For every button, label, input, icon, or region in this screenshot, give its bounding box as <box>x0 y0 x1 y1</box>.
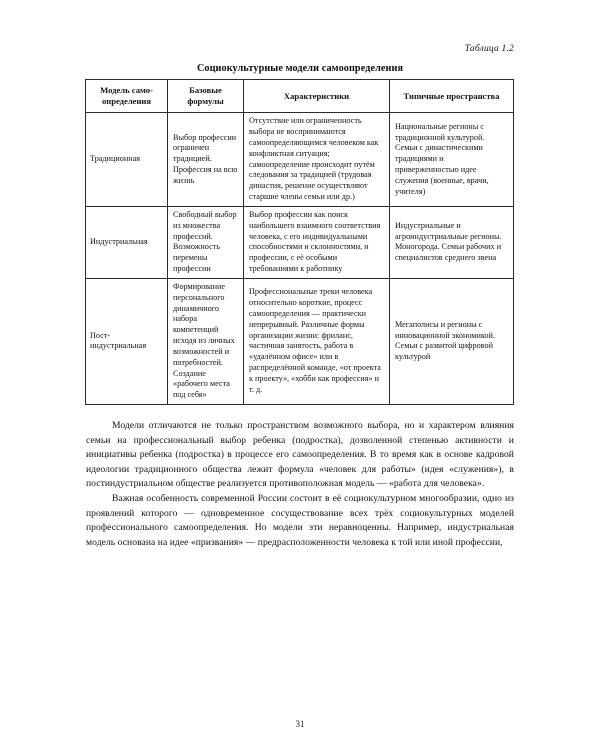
table-header-row <box>86 80 514 113</box>
cell-spaces-postindustrial: Мегаполисы и регионы с инновационной экономикой. Семьи с развитой цифровой культурой <box>390 278 514 404</box>
cell-spaces-traditional: Национальные регионы с традиционной культурой. Семьи с династическими традициями и приверженностью идее служения (военные, врачи, учителя) <box>390 113 514 207</box>
cell-spaces-industrial: Индустриальные и агроиндустриальные регионы. Моногорода. Семьи рабочих и специалистов среднего звена <box>390 206 514 278</box>
body-text-block <box>86 419 514 550</box>
table-row <box>86 278 514 404</box>
cell-model-industrial: Индустриальная <box>86 206 168 278</box>
cell-characteristics-postindustrial: Профессиональные треки человека относительно короткие, процесс самоопределения — практически непрерывный. Различные формы организации жизни: фриланс, частичная занятость, работа в «удалённом офисе» или в распределённой команде, «от проекта к проекту», «хобби как профессия» и т. д. <box>244 278 390 404</box>
paragraph-models-differ: Модели отличаются не только пространством возможного выбора, но и характером влияния семьи на профессиональный выбор ребенка (подростка), дозволенной степенью активности и инициативы ребенка (подростка) в процессе его самоопределения. В то время как в основе кадровой идеологии традиционного общества лежит формула «человек для работы» (идея «служения»), в постиндустриальном обществе реализуется противоположная модель — «работа для человека». <box>86 420 514 490</box>
table-title: Социокультурные модели самоопределения <box>196 63 404 74</box>
table-row <box>86 206 514 278</box>
column-header-characteristics: Характеристики <box>244 80 390 113</box>
cell-formula-industrial: Свободный выбор из множества профессий. Возможность перемены профессии <box>168 206 244 278</box>
table-number-label: Таблица 1.2 <box>464 44 514 54</box>
cell-formula-traditional: Выбор профессии ограничен традицией. Профессия на всю жизнь <box>168 113 244 207</box>
sociocultural-models-table <box>85 79 514 405</box>
cell-characteristics-industrial: Выбор профессии как поиск наибольшего взаимного соответствия человека, с его индивидуальными способностями и склонностями, и профессии, с её особыми требованиями к работнику <box>244 206 390 278</box>
cell-characteristics-traditional: Отсутствие или ограниченность выбора не воспринимаются самоопределяющимся человеком как конфликтная ситуация; самоопределение происходит путём следования за традицией (трудовая династия, решение осуществляют старшие члены семьи или др.) <box>244 113 390 207</box>
cell-formula-postindustrial: Формирование персонального динамичного набора компетенций исходя из личных возможностей и потребностей. Создание «рабочего места под себя» <box>168 278 244 404</box>
table-row <box>86 113 514 207</box>
page-number: 31 <box>295 719 305 729</box>
column-header-spaces: Типичные пространства <box>390 80 514 113</box>
cell-model-postindustrial: Пост-индустриальная <box>86 278 168 404</box>
cell-model-traditional: Традиционная <box>86 113 168 207</box>
paragraph-russia-diversity: Важная особенность современной России состоит в её социокультурном многообразии, одно из проявлений которого — одновременное сосуществование всех трёх социокультурных моделей профессионального самоопределения. Но модели эти неравноценны. Например, индустриальная модель основана на идее «призвания» — предрасположенности человека к той или иной профессии, <box>86 492 514 548</box>
column-header-model: Модель само-определения <box>86 80 168 113</box>
column-header-formula: Базовые формулы <box>168 80 244 113</box>
